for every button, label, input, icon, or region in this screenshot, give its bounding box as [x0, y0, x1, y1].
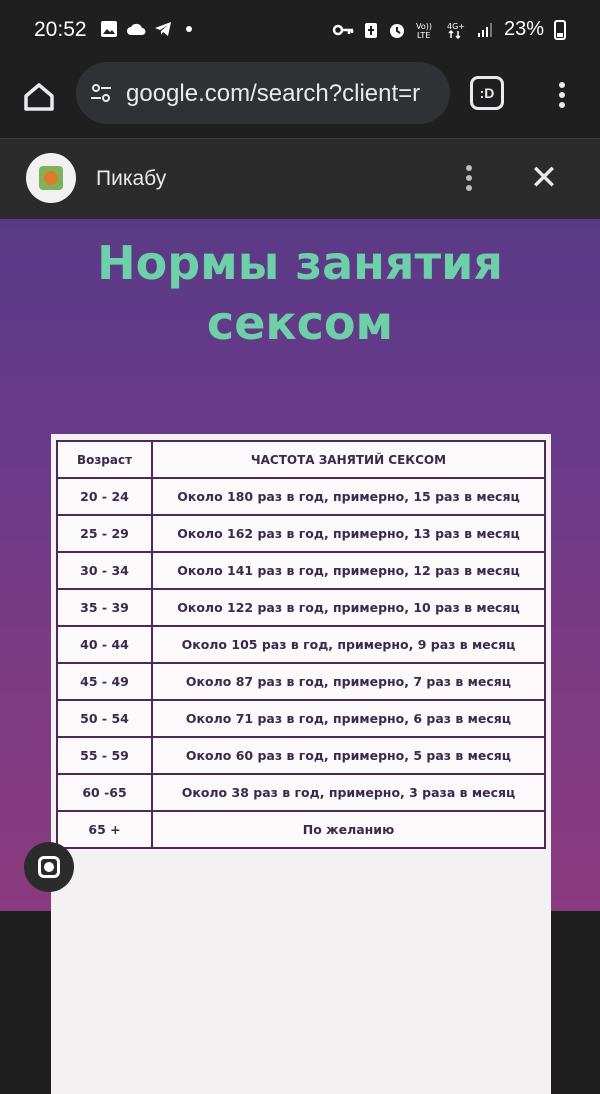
age-cell: 65 +	[57, 811, 152, 848]
site-title: Пикабу	[96, 167, 167, 190]
age-cell: 45 - 49	[57, 663, 152, 700]
table-row	[57, 700, 545, 737]
notification-icons	[100, 20, 192, 38]
network-4g-icon	[446, 21, 466, 39]
table-row	[57, 626, 545, 663]
age-cell: 50 - 54	[57, 700, 152, 737]
status-bar	[0, 0, 600, 62]
vpn-key-icon	[332, 21, 354, 39]
system-status	[332, 18, 566, 41]
overflow-menu-icon[interactable]	[458, 161, 480, 197]
frequency-cell: Около 60 раз в год, примерно, 5 раз в месяц	[152, 737, 545, 774]
volte-icon	[416, 21, 436, 39]
age-cell: 35 - 39	[57, 589, 152, 626]
pikabu-logo-icon	[26, 153, 76, 203]
signal-icon	[476, 21, 494, 39]
header-frequency: ЧАСТОТА ЗАНЯТИЙ СЕКСОМ	[152, 441, 545, 478]
battery-saver-icon	[364, 21, 378, 39]
alarm-icon	[388, 21, 406, 39]
frequency-cell: Около 162 раз в год, примерно, 13 раз в месяц	[152, 515, 545, 552]
age-cell: 30 - 34	[57, 552, 152, 589]
frequency-cell: По желанию	[152, 811, 545, 848]
table-row	[57, 737, 545, 774]
header-age: Возраст	[57, 441, 152, 478]
battery-percent: 23%	[503, 18, 544, 40]
table-row	[57, 589, 545, 626]
custom-tab-header	[0, 138, 600, 219]
table-row	[57, 478, 545, 515]
frequency-table-card	[51, 434, 551, 1094]
battery-icon	[554, 20, 566, 40]
address-bar[interactable]	[76, 62, 450, 124]
svg-text:LTE: LTE	[416, 30, 431, 39]
poster-title-line2: сексом	[206, 296, 394, 350]
tab-switcher-button[interactable]: :D	[470, 76, 504, 110]
svg-text:4G+: 4G+	[446, 21, 465, 31]
frequency-cell: Около 122 раз в год, примерно, 10 раз в месяц	[152, 589, 545, 626]
table-row	[57, 774, 545, 811]
gallery-icon	[100, 20, 118, 38]
age-cell: 60 -65	[57, 774, 152, 811]
url-text[interactable]: google.com/search?client=r	[126, 80, 421, 107]
table-row	[57, 663, 545, 700]
cloud-icon	[126, 20, 146, 38]
age-cell: 55 - 59	[57, 737, 152, 774]
table-row	[57, 515, 545, 552]
browser-menu-icon[interactable]	[548, 78, 576, 114]
age-cell: 20 - 24	[57, 478, 152, 515]
home-icon[interactable]	[18, 76, 60, 118]
age-cell: 40 - 44	[57, 626, 152, 663]
age-cell: 25 - 29	[57, 515, 152, 552]
table-row	[57, 552, 545, 589]
table-header-row	[57, 441, 545, 478]
frequency-cell: Около 87 раз в год, примерно, 7 раз в месяц	[152, 663, 545, 700]
svg-text:Vo)): Vo))	[415, 21, 432, 31]
frequency-cell: Около 71 раз в год, примерно, 6 раз в месяц	[152, 700, 545, 737]
frequency-cell: Около 38 раз в год, примерно, 3 раза в месяц	[152, 774, 545, 811]
frequency-cell: Около 141 раз в год, примерно, 12 раз в месяц	[152, 552, 545, 589]
close-icon[interactable]: ✕	[529, 159, 559, 197]
poster-title-line1: Нормы занятия	[97, 236, 503, 290]
frequency-cell: Около 105 раз в год, примерно, 9 раз в месяц	[152, 626, 545, 663]
frequency-cell: Около 180 раз в год, примерно, 15 раз в месяц	[152, 478, 545, 515]
status-time: 20:52	[34, 18, 87, 41]
frequency-table	[56, 440, 546, 849]
poster-image	[0, 219, 600, 911]
site-settings-icon[interactable]	[90, 82, 112, 104]
browser-toolbar	[0, 62, 600, 138]
table-row	[57, 811, 545, 848]
google-lens-button[interactable]	[24, 842, 74, 892]
telegram-icon	[154, 20, 172, 38]
more-notifications-dot-icon	[186, 26, 192, 32]
